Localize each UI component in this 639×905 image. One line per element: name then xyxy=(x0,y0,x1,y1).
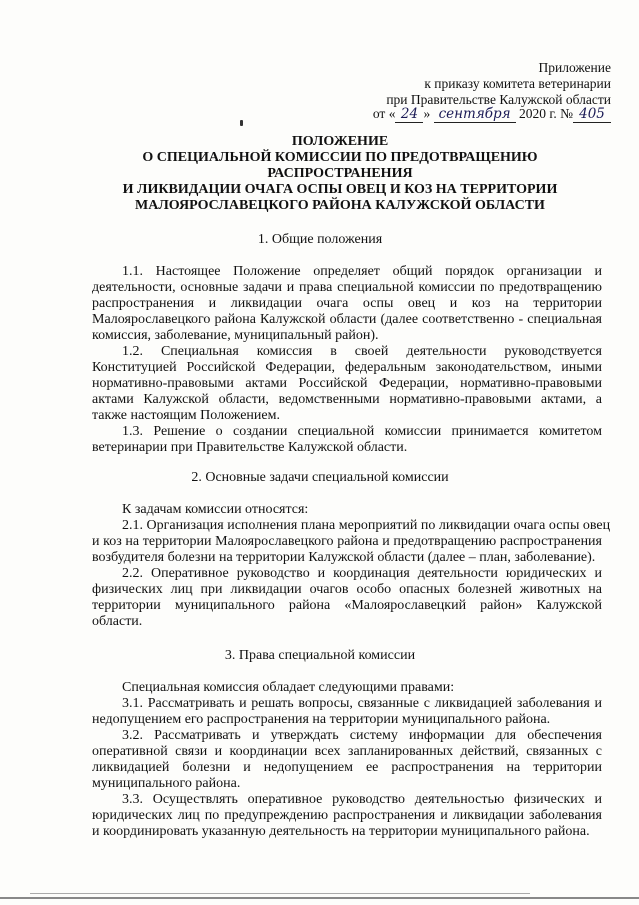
document-subtitle-line: И ЛИКВИДАЦИИ ОЧАГА ОСПЫ ОВЕЦ И КОЗ НА ТЕРРИТОРИИ xyxy=(122,182,558,197)
paragraph-line: 3.3. Осуществлять оперативное руководство деятельностью физических и xyxy=(122,792,602,807)
document-subtitle-line: О СПЕЦИАЛЬНОЙ КОМИССИИ ПО ПРЕДОТВРАЩЕНИЮ xyxy=(142,150,538,165)
paragraph-line: 1.3. Решение о создании специальной комиссии принимается комитетом xyxy=(122,424,602,439)
paragraph-line: 1.2. Специальная комиссия в своей деятельности руководствуется xyxy=(122,344,602,359)
paragraph-line: муниципального района. xyxy=(92,776,241,791)
paragraph-line: оперативной связи и координации всех запланированных действий, связанных с xyxy=(92,744,602,759)
paragraph-line: физических лиц при ликвидации очагов особо опасных болезней животных на xyxy=(92,582,602,597)
paragraph-line: территории муниципального района «Малоярославецкий район» Калужской xyxy=(92,598,602,613)
paragraph-line: области. xyxy=(92,614,143,629)
paragraph-line: Специальная комиссия обладает следующими правами: xyxy=(122,680,455,695)
appendix-label: Приложение xyxy=(538,60,611,75)
paragraph-line: также настоящим Положением. xyxy=(92,408,280,423)
paragraph-line: распространения и ликвидации очага оспы овец и коз на территории xyxy=(92,296,602,311)
section-heading: 3. Права специальной комиссии xyxy=(224,648,416,663)
document-subtitle-line: РАСПРОСТРАНЕНИЯ xyxy=(267,166,413,181)
paragraph-line: Конституцией Российской Федерации, федеральным законодательством, иными xyxy=(92,360,602,375)
paragraph-line: деятельности, основные задачи и права специальной комиссии по предотвращению xyxy=(92,280,602,295)
paragraph-line: 2.1. Организация исполнения плана мероприятий по ликвидации очага оспы овец xyxy=(122,518,611,533)
order-reference: к приказу комитета ветеринарии xyxy=(424,76,611,91)
document-subtitle-line: МАЛОЯРОСЛАВЕЦКОГО РАЙОНА КАЛУЖСКОЙ ОБЛАСТИ xyxy=(135,198,545,213)
paragraph-line: Малоярославецкого района Калужской области (далее соответственно - специальная xyxy=(92,312,602,327)
paragraph-line: и координировать указанную деятельность на территории муниципального района. xyxy=(92,824,590,839)
paragraph-line: актами Калужской области, ведомственными нормативно-правовыми актами, а xyxy=(92,392,602,407)
handwritten-month: сентября xyxy=(434,106,516,123)
paragraph-line: недопущением его распространения на территории муниципального района. xyxy=(92,712,551,727)
scan-mark xyxy=(240,120,243,126)
paragraph-line: 2.2. Оперативное руководство и координация деятельности юридических и xyxy=(122,566,602,581)
paragraph-line: комиссия, заболевание, муниципальный район). xyxy=(92,328,379,343)
handwritten-order-number: 405 xyxy=(573,106,611,123)
paragraph-line: ветеринарии при Правительстве Калужской области. xyxy=(92,440,408,455)
paragraph-line: 3.2. Рассматривать и утверждать систему информации для обеспечения xyxy=(122,728,602,743)
government-reference: при Правительстве Калужской области xyxy=(386,92,611,107)
section-heading: 2. Основные задачи специальной комиссии xyxy=(191,470,449,485)
paragraph-line: 1.1. Настоящее Положение определяет общий порядок организации и xyxy=(122,264,602,279)
paragraph-line: и коз на территории Малоярославецкого района и предотвращению распространения xyxy=(92,534,602,549)
paragraph-line: ликвидацией болезни и недопущением ее распространения на территории xyxy=(92,760,602,775)
scan-edge-line xyxy=(0,897,639,899)
date-prefix: от « xyxy=(372,106,396,121)
paragraph-line: возбудителя болезни на территории Калужской области (далее – план, заболевание). xyxy=(92,550,596,565)
paragraph-line: нормативно-правовыми актами Российской Федерации, нормативно-правовыми xyxy=(92,376,602,391)
order-date-line xyxy=(373,106,611,123)
paragraph-line: К задачам комиссии относятся: xyxy=(122,502,309,517)
scan-edge-line xyxy=(30,893,530,894)
year-and-number-label: 2020 г. № xyxy=(518,106,573,121)
handwritten-day: 24 xyxy=(395,106,423,123)
section-heading: 1. Общие положения xyxy=(257,232,383,247)
paragraph-line: 3.1. Рассматривать и решать вопросы, связанные с ликвидацией заболевания и xyxy=(122,696,602,711)
date-close-quote: » xyxy=(423,106,431,121)
paragraph-line: юридических лиц по предупреждению распространения и ликвидации заболевания xyxy=(92,808,602,823)
document-title: ПОЛОЖЕНИЕ xyxy=(291,134,389,149)
